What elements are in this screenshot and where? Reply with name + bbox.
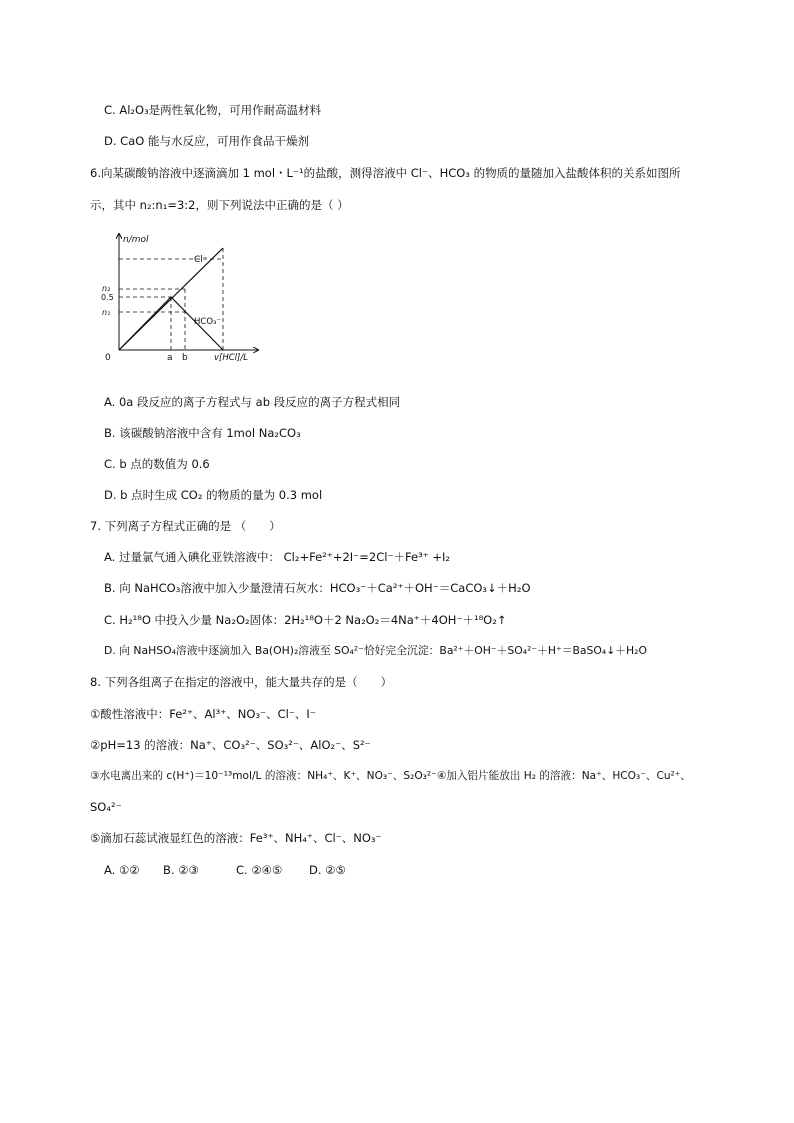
x-tick-a: a	[167, 353, 173, 363]
q8-choice-c: C. ②④⑤	[236, 863, 283, 877]
option-d-prev: D. CaO 能与水反应，可用作食品干燥剂	[104, 134, 309, 148]
q6-option-d: D. b 点时生成 CO₂ 的物质的量为 0.3 mol	[104, 488, 323, 502]
q7-option-a: A. 过量氯气通入碘化亚铁溶液中： Cl₂+Fe²⁺+2I⁻=2Cl⁻＋Fe³⁺ +I₂	[104, 550, 451, 564]
q6-stem-line1: 6.向某碳酸钠溶液中逐滴滴加 1 mol・L⁻¹的盐酸，测得溶液中 Cl⁻、HCO₃ 的物质的量随加入盐酸体积的关系如图所	[90, 166, 681, 180]
q8-item-4-cont: SO₄²⁻	[90, 800, 122, 814]
q7-option-b: B. 向 NaHCO₃溶液中加入少量澄清石灰水：HCO₃⁻＋Ca²⁺＋OH⁻＝CaCO₃↓＋H₂O	[104, 581, 531, 595]
y-tick-05: 0.5	[101, 293, 114, 302]
hco3-series-label: HCO₃⁻	[194, 317, 221, 327]
q8-item-2: ②pH=13 的溶液：Na⁺、CO₃²⁻、SO₃²⁻、AlO₂⁻、S²⁻	[90, 738, 371, 752]
q8-choice-b: B. ②③	[163, 863, 199, 877]
x-tick-b: b	[182, 353, 188, 363]
q6-option-b: B. 该碳酸钠溶液中含有 1mol Na₂CO₃	[104, 426, 301, 440]
option-c-prev: C. Al₂O₃是两性氧化物，可用作耐高温材料	[104, 103, 322, 117]
q8-stem: 8. 下列各组离子在指定的溶液中，能大量共存的是（ ）	[90, 675, 393, 689]
q6-chart	[96, 226, 266, 366]
q8-choice-d: D. ②⑤	[309, 863, 346, 877]
origin-label: 0	[105, 353, 111, 363]
y-tick-n1: n₁	[102, 308, 111, 317]
y-tick-n2: n₂	[102, 284, 111, 293]
q6-stem-line2: 示，其中 n₂:n₁=3:2，则下列说法中正确的是（ ）	[90, 198, 349, 212]
q7-option-d: D. 向 NaHSO₄溶液中逐滴加入 Ba(OH)₂溶液至 SO₄²⁻恰好完全沉淀：Ba²⁺＋OH⁻＋SO₄²⁻＋H⁺＝BaSO₄↓＋H₂O	[104, 644, 647, 657]
q6-option-c: C. b 点的数值为 0.6	[104, 457, 210, 471]
q8-item-1: ①酸性溶液中：Fe²⁺、Al³⁺、NO₃⁻、Cl⁻、I⁻	[90, 707, 316, 721]
x-axis-label: v[HCl]/L	[214, 353, 248, 363]
y-axis-label: n/mol	[123, 235, 149, 245]
q8-item-5: ⑤滴加石蕊试液显红色的溶液：Fe³⁺、NH₄⁺、Cl⁻、NO₃⁻	[90, 831, 382, 845]
q7-option-c: C. H₂¹⁸O 中投入少量 Na₂O₂固体：2H₂¹⁸O＋2 Na₂O₂＝4Na⁺＋4OH⁻＋¹⁸O₂↑	[104, 613, 507, 627]
cl-series-label: Cl⁻	[194, 255, 208, 265]
q8-item-3-4: ③水电离出来的 c(H⁺)＝10⁻¹³mol/L 的溶液：NH₄⁺、K⁺、NO₃⁻、S₂O₃²⁻④加入铝片能放出 H₂ 的溶液：Na⁺、HCO₃⁻、Cu²⁺、	[90, 770, 691, 782]
q8-choice-a: A. ①②	[104, 863, 140, 877]
q6-option-a: A. 0a 段反应的离子方程式与 ab 段反应的离子方程式相同	[104, 395, 401, 409]
q7-stem: 7. 下列离子方程式正确的是 （ ）	[90, 519, 281, 533]
